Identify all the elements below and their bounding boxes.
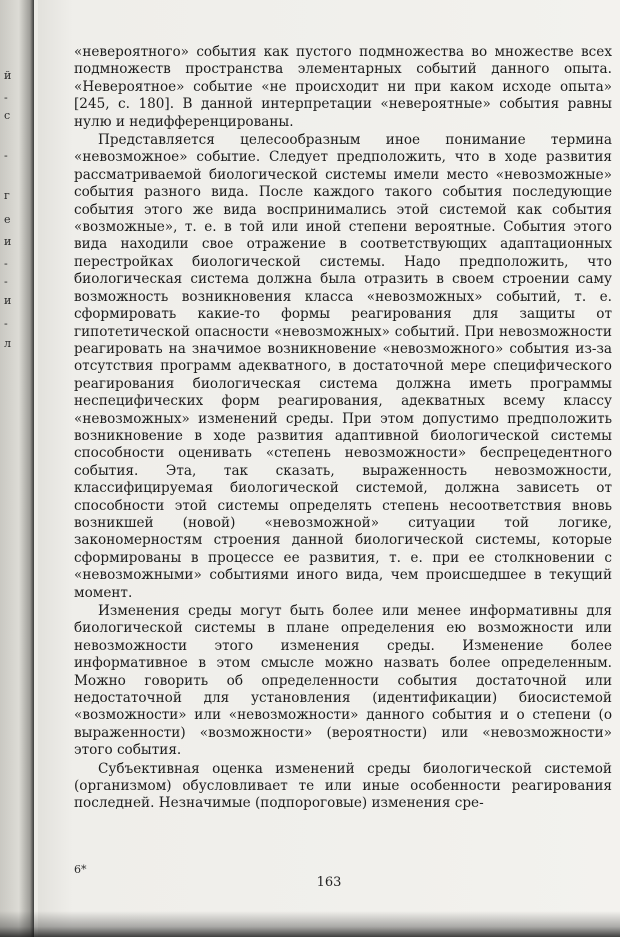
- scan-bottom-shadow: [0, 911, 620, 937]
- gutter-fragment: и: [4, 294, 12, 307]
- gutter-fragment: с: [4, 109, 11, 122]
- gutter-fragment: -: [4, 149, 8, 162]
- signature-mark: 6*: [74, 863, 87, 876]
- gutter-fragment: и: [4, 235, 12, 248]
- paragraph: Изменения среды могут быть более или менее информативны для биологической системы в плане определения ею возможности или невозможности этого изменения среды. Изменение более информативное в этом смысле можно назвать более определенным. Можно говорить об определенности события достаточной или недостаточной для установления (идентификации) биосистемой «возможности» или «невозможности» данного события и о степени (о выраженности) «возможности» (вероятности) или «невозможности» этого события.: [74, 603, 612, 759]
- body-text: [74, 44, 612, 813]
- gutter-fragment: -: [4, 317, 8, 330]
- paragraph: «невероятного» события как пустого подмножества во множестве всех подмножеств пространства элементарных событий данного опыта. «Невероятное» событие «не происходит ни при каком исходе опыта» [245, с. 180]. В данной интерпретации «невероятные» события равны нулю и недифференцированы.: [74, 44, 612, 130]
- gutter-fragment: е: [4, 213, 11, 226]
- book-page: [38, 0, 620, 937]
- gutter-fragment: -: [4, 257, 8, 270]
- paragraph: Субъективная оценка изменений среды биологической системой (организмом) обусловливает те или иные особенности реагирования последней. Незначимые (подпороговые) изменения сре-: [74, 760, 612, 812]
- gutter-fragment: й: [4, 69, 12, 82]
- gutter-fragment: г: [4, 189, 10, 202]
- previous-page-edge: [0, 0, 34, 937]
- gutter-fragment: л: [4, 337, 11, 350]
- page-number: 163: [316, 875, 342, 890]
- gutter-fragment: -: [4, 275, 8, 288]
- paragraph: Представляется целесообразным иное понимание термина «невозможное» событие. Следует предположить, что в ходе развития рассматриваемой биологической системы имели место «невозможные» события разного вида. После каждого такого события последующие события этого же вида воспринимались этой системой как события «возможные», т. е. в той или иной степени вероятные. События этого вида находили свое отражение в соответствующих адаптационных перестройках биологической системы. Надо предположить, что биологическая система должна была отразить в своем строении саму возможность возникновения класса «невозможных» событий, т. е. сформировать какие-то формы реагирования для защиты от гипотетической опасности «невозможных» событий. При невозможности реагировать на значимое возникновение «невозможного» события из-за отсутствия программ адекватного, в достаточной мере специфического реагирования биологическая система должна иметь программы неспецифических форм реагирования, адекватных всему классу «невозможных» изменений среды. При этом допустимо предположить возникновение в ходе развития адаптивной биологической системы способности оценивать «степень невозможности» беспрецедентного события. Эта, так сказать, выраженность невозможности, классифицируемая биологической системой, должна зависеть от способности этой системы определять степень несоответствия вновь возникшей (новой) «невозможной» ситуации той логике, закономерностям строения данной биологической системы, которые сформированы в процессе ее развития, т. е. при ее столкновении с «невозможными» событиями иного вида, чем происшедшее в текущий момент.: [74, 132, 612, 601]
- gutter-fragment: -: [4, 91, 8, 104]
